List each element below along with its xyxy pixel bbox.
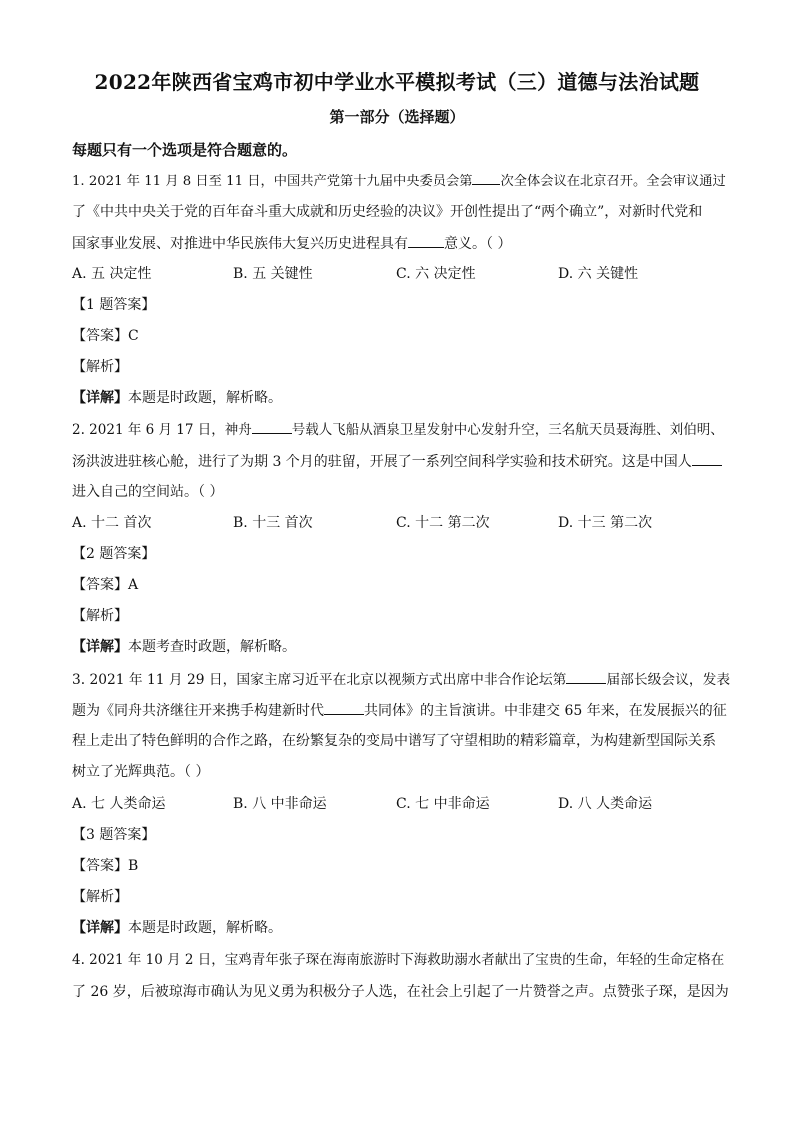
question-1-line-3: 国家事业发展、对推进中华民族伟大复兴历史进程具有 意义。（ ） [72,233,511,254]
question-3-option-a: A. 七 人类命运 [72,796,166,812]
question-2-detail: 【详解】本题考查时政题，解析略。 [72,639,296,655]
answer-blank [566,669,606,684]
question-1-option-d: D. 六 关键性 [558,266,639,282]
answer-blank [408,233,444,248]
question-1-answer: 【答案】C [72,328,139,344]
answer-blank [252,419,292,434]
question-2-option-b: B. 十三 首次 [233,515,313,531]
question-2-answer-tag: 【2 题答案】 [72,546,156,562]
question-2-line-1: 2. 2021 年 6 月 17 日，神舟 号载人飞船从酒泉卫星发射中心发射升空，三名航天员聂海胜、刘伯明、 [72,419,724,440]
question-1-detail: 【详解】本题是时政题，解析略。 [72,390,282,406]
question-1-option-b: B. 五 关键性 [233,266,313,282]
question-3-detail: 【详解】本题是时政题，解析略。 [72,920,282,936]
question-3-line-1: 3. 2021 年 11 月 29 日，国家主席习近平在北京以视频方式出席中非合作论坛第 届部长级会议，发表 [72,669,730,690]
question-3-line-3: 程上走出了特色鲜明的合作之路，在纷繁复杂的变局中谱写了守望相助的精彩篇章，为构建新型国际关系 [72,733,716,749]
page-title: 2022年陕西省宝鸡市初中学业水平模拟考试（三）道德与法治试题 [94,70,700,94]
question-1-answer-tag: 【1 题答案】 [72,297,156,313]
question-4-line-1: 4. 2021 年 10 月 2 日，宝鸡青年张子琛在海南旅游时下海救助溺水者献出了宝贵的生命，年轻的生命定格在 [72,952,725,968]
question-3-option-d: D. 八 人类命运 [558,796,653,812]
question-2-option-c: C. 十二 第二次 [396,515,490,531]
answer-blank [324,700,364,715]
question-2-option-a: A. 十二 首次 [72,515,152,531]
question-2-line-3: 进入自己的空间站。（ ） [72,484,224,500]
question-3-line-4: 树立了光辉典范。（ ） [72,764,210,780]
question-1-line-2: 了《中共中央关于党的百年奋斗重大成就和历史经验的决议》开创性提出了“两个确立”，对新时代党和 [72,204,703,220]
question-3-line-2: 题为《同舟共济继往开来携手构建新时代 共同体》的主旨演讲。中非建交 65 年来，在发展振兴的征 [72,700,727,721]
instruction-text: 每题只有一个选项是符合题意的。 [72,141,298,159]
question-2-option-d: D. 十三 第二次 [558,515,653,531]
question-1-line-1: 1. 2021 年 11 月 8 日至 11 日，中国共产党第十九届中央委员会第 次全体会议在北京召开。全会审议通过 [72,170,726,192]
answer-blank [692,451,722,466]
section-heading: 第一部分（选择题） [329,108,465,126]
question-3-answer: 【答案】B [72,858,139,874]
question-4-line-2: 了 26 岁，后被琼海市确认为见义勇为积极分子人选，在社会上引起了一片赞誉之声。点赞张子琛，是因为 [72,984,729,1000]
answer-blank [472,170,500,185]
question-3-answer-tag: 【3 题答案】 [72,827,156,843]
question-1-option-c: C. 六 决定性 [396,266,476,282]
question-2-analysis: 【解析】 [72,608,128,624]
question-2-line-2: 汤洪波进驻核心舱，进行了为期 3 个月的驻留，开展了一系列空间科学实验和技术研究。这是中国人 [72,451,722,472]
question-3-analysis: 【解析】 [72,889,128,905]
question-1-option-a: A. 五 决定性 [72,266,152,282]
question-1-analysis: 【解析】 [72,359,128,375]
question-2-answer: 【答案】A [72,577,139,593]
question-3-option-b: B. 八 中非命运 [233,796,327,812]
question-3-option-c: C. 七 中非命运 [396,796,490,812]
